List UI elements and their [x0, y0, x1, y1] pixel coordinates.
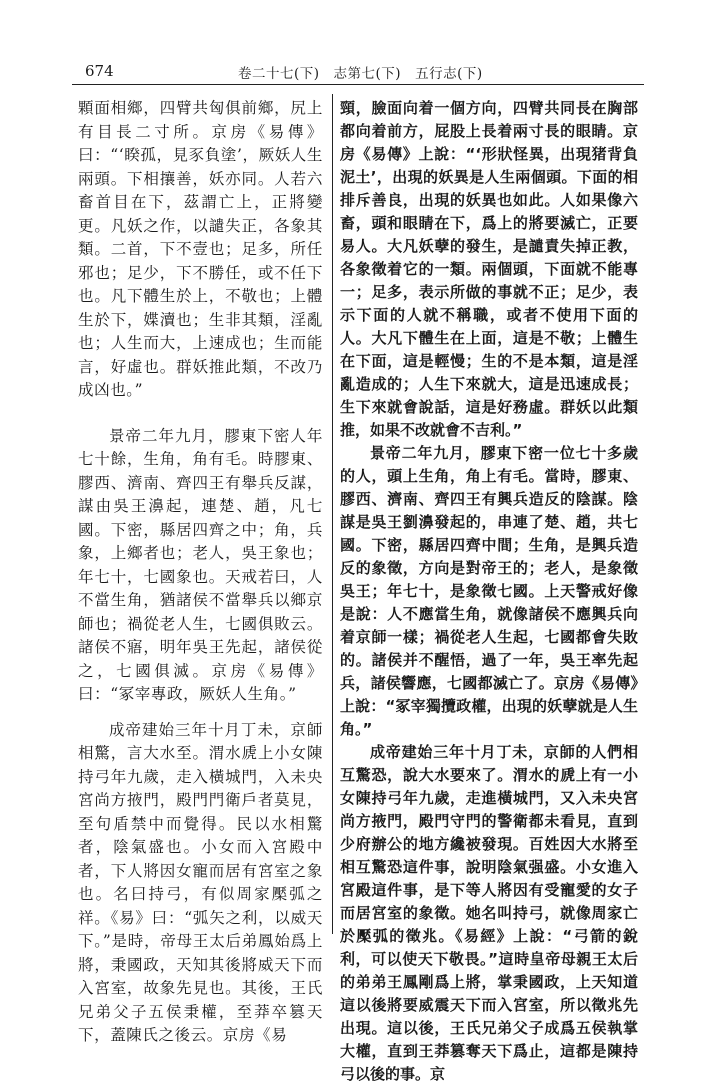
column-divider: [332, 94, 333, 934]
translation-paragraph: 成帝建始三年十月丁未，京師的人們相互驚恐，說大水要來了。渭水的虒上有一小女陳持弓年九歲，走進橫城門，又入未央宮尚方掖門，殿門守門的警衛都未看見，直到少府辦公的地方纔被發現。百姓因大水將至相互驚恐這件事，說明陰氣强盛。小女進入宮殿這件事，是下等人將因有受寵愛的女子而居宮室的象徵。她名叫持弓，就像周家亡於檿弧的徵兆。《易經》上說：“弓箭的銳利，可以使天下敬畏。”這時皇帝母親王太后的弟弟王鳳剛爲上將，掌秉國政，上天知道這以後將要威震天下而入宮室，所以徵兆先出現。這以後，王氏兄弟父子成爲五侯執掌大權，直到王莽篡奪天下爲止，這都是陳持弓以後的事。京: [340, 743, 638, 1083]
modern-translation-column: [340, 97, 638, 1086]
header-rule: [72, 84, 644, 85]
classical-paragraph: 成帝建始三年十月丁未，京師相驚，言大水至。渭水虒上小女陳持弓年九歲，走入橫城門，入未央宮尚方掖門，殿門門衛戶者莫見，至句盾禁中而覺得。民以水相驚者，陰氣盛也。小女而入宮殿中者，下人將因女寵而居有宮室之象也。名曰持弓，有似周家檿弧之祥。《易》曰：“弧矢之利，以威天下。”是時，帝母王太后弟鳳始爲上將，秉國政，天知其後將威天下而入宮室，故象先見也。其後，王氏兄弟父子五侯秉權，至莽卒篡天下，蓋陳氏之後云。京房《易: [78, 720, 323, 1044]
translation-paragraph: 景帝二年九月，膠東下密一位七十多歲的人，頭上生角，角上有毛。當時，膠東、膠西、濟南、齊四王有興兵造反的陰謀。陰謀是吳王劉濞發起的，串連了楚、趙，共七國。下密，縣居四齊中間；生角，是興兵造反的象徵，方向是對帝王的；老人，是象徵吳王；年七十，是象徵七國。上天警戒好像是說：人不應當生角，就像諸侯不應興兵向着京師一樣；禍從老人生起，七國都會失敗的。諸侯并不醒悟，過了一年，吳王率先起兵，諸侯響應，七國都滅亡了。京房《易傳》上說：“冢宰獨攬政權，出現的妖孽就是人生角。”: [340, 444, 638, 738]
classical-text-column: [78, 97, 323, 1048]
page-number: 674: [85, 62, 114, 80]
translation-paragraph: 頸，臉面向着一個方向，四臂共同長在胸部都向着前方，屁股上長着兩寸長的眼睛。京房《易傳》上說：“‘形狀怪異，出現猪背負泥土’，出現的妖異是人生兩個頭。下面的相排斥善良，出現的妖異也如此。人如果像六畜，頭和眼睛在下，爲上的將要滅亡，正要易人。大凡妖孽的發生，是譴責失掉正教，各象徵着它的一類。兩個頭，下面就不能專一；足多，表示所做的事就不正；足少，表示下面的人就不稱職，或者不使用下面的人。大凡下體生在上面，這是不敬；上體生在下面，這是輕慢；生的不是本類，這是淫亂造成的；人生下來就大，這是迅速成長；生下來就會說話，這是好務虛。群妖以此類推，如果不改就會不吉利。”: [340, 99, 638, 439]
running-title: 卷二十七(下) 志第七(下) 五行志(下): [238, 66, 483, 82]
classical-paragraph: 顆面相鄉，四臂共匈俱前鄉，尻上有目長二寸所。京房《易傳》曰：“‘睽孤，見豕負塗’，厥妖人生兩頭。下相攘善，妖亦同。人若六畜首目在下，茲謂亡上，正將變更。凡妖之作，以譴失正，各象其類。二首，下不壹也；足多，所任邪也；足少，下不勝任，或不任下也。凡下體生於上，不敬也；上體生於下，媟瀆也；生非其類，淫亂也；人生而大，上速成也；生而能言，好虛也。群妖推此類，不改乃成凶也。”: [78, 99, 323, 399]
classical-paragraph: 景帝二年九月，膠東下密人年七十餘，生角，角有毛。時膠東、膠西、濟南、齊四王有舉兵反謀，謀由吳王濞起，連楚、趙，凡七國。下密，縣居四齊之中；角，兵象，上鄉者也；老人，吳王象也；年七十，七國象也。天戒若曰，人不當生角，猶諸侯不當舉兵以鄉京師也；禍從老人生，七國俱敗云。諸侯不寤，明年吳王先起，諸侯從之，七國俱滅。京房《易傳》曰：“冢宰專政，厥妖人生角。”: [78, 426, 323, 703]
running-header: [60, 60, 660, 84]
